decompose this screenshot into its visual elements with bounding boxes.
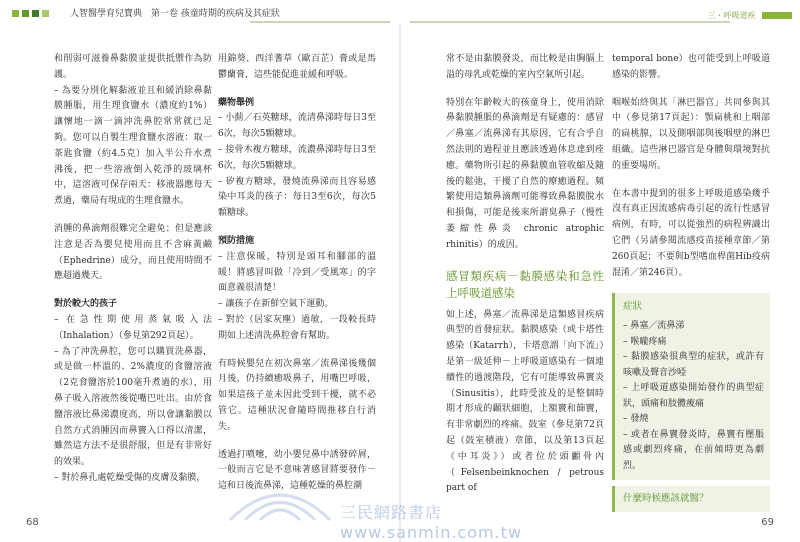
header-rule-left: [250, 21, 390, 23]
header-square: [32, 10, 39, 17]
symptom-item: – 發燒: [623, 414, 649, 425]
list-item: – 矽複方糖球，發燒流鼻涕而且容易感染中耳炎的孩子：每日3至6次，每次5顆糖球。: [218, 176, 376, 219]
when-to-see-doctor-box: [612, 486, 770, 512]
symptom-item: – 喉嚨疼痛: [623, 336, 667, 347]
list-item: – 為要分別化解黏液並且和緩消除鼻黏膜腫脹，用生理食鹽水（濃度約1%）讓懷地一滴一滴沖洗鼻腔常常就已足夠。您可以自製生理食鹽水溶液：取一茶匙食鹽（約4.5克）加入半公升水煮沸後，把一些溶液倒入乾淨的玻璃杯中，這溶液可保存兩天：移液器應每天煮過，藥局有現成的生理食鹽水。: [54, 85, 212, 207]
book-gutter: [399, 24, 401, 542]
paragraph: 咽喉始終與其「淋巴器官」共同參與其中（參見第17頁起）：顎扁桃和上咽部的扁桃腺，以及側咽部與後咽壁的淋巴組織。這些淋巴器官是身體與環境對抗的重要場所。: [612, 97, 770, 171]
paragraph: 透過打噴嚏，幼小嬰兒鼻中誘發碎屑，一般而言它是不意味著感冒將要發作－這和日後流鼻涕，這種乾燥的鼻腔潮: [218, 449, 376, 492]
subheading: 預防措施: [218, 235, 255, 246]
header-square: [12, 10, 19, 17]
left-page-column-1: [54, 52, 212, 487]
chapter-label-text: 三・呼吸道疾: [707, 11, 756, 20]
chapter-label: [707, 10, 792, 21]
subheading: 藥物舉例: [218, 97, 255, 108]
list-item: – 對於鼻孔處乾燥受傷的皮膚及黏膜，: [54, 472, 206, 483]
paragraph: 消腫的鼻滴劑很難完全避免；但是應該注意是否為嬰兒使用而且不含麻黃鹼（Ephedrine）成分，而且使用時間不應超過幾天。: [54, 223, 212, 282]
paragraph: 有時候嬰兒在初次鼻塞／流鼻涕後幾個月後，仍持續癒吸鼻子，用嘴巴呼吸，如果這孩子並未因此受到干擾，就不必管它。這種狀況會隨時間推移自行消失。: [218, 358, 376, 432]
subheading: 對於較大的孩子: [54, 299, 118, 310]
left-page-column-2: [218, 52, 376, 495]
right-page-column-2: [612, 52, 770, 512]
symptom-item: – 黏膜感染很典型的症狀，或許有咳嗽及聲音沙啞: [623, 352, 764, 378]
paragraph: 在本書中提到的很多上呼吸道感染幾乎沒有真正因流感病毒引起的流行性感冒病例，有時，可以從強烈的病程辨識出它們（另請參閱流感疫苗接種章節／第260頁起；不要與b型嗜血桿菌Hib疫病混淆／第246頁）。: [612, 188, 770, 278]
paragraph: 常不是由黏膜發炎，而比較是由胸膈上溢的母乳或乾燥的室內空氣所引起。: [446, 54, 604, 80]
symptoms-box: [612, 293, 770, 480]
header-rule-right: [410, 21, 730, 23]
when-to-see-doctor-label: 什麼時候應該就醫？: [623, 493, 709, 505]
symptom-item: – 或者在鼻竇發炎時，鼻竇有壓脹感或劇烈疼痛，在前傾時更為劇烈。: [623, 429, 764, 471]
watermark-text: 三民網路書店 www.sanmin.com.tw: [340, 503, 523, 542]
right-page-column-1: [446, 52, 604, 497]
book-title: 人智醫學育兒寶典 第一卷 孩童時期的疾病及其症狀: [70, 9, 280, 19]
list-item: – 在急性期使用蒸氣吸入法（Inhalation）（參見第292頁起）。: [54, 314, 212, 341]
list-item: – 對於（居家灰塵）過敏，一段較長時期如上述清洗鼻腔會有幫助。: [218, 314, 376, 341]
list-item: – 注意保暖，特別是頭耳和腳部的溫暖！將感冒叫做「冷到／受風寒」的字面意義很清楚！: [218, 251, 376, 294]
paragraph: 用錦葵、西洋蓍草（歐百芷）膏或是馬鬱蘭膏，這些能促進並緩和呼吸。: [218, 54, 376, 80]
list-item: – 讓孩子在新鮮空氣下運動。: [218, 299, 334, 310]
header-square: [22, 10, 29, 17]
header-squares: [12, 10, 49, 17]
symptom-item: – 上呼吸道感染開始發作的典型症狀，頭痛和肢體痠痛: [623, 383, 764, 409]
list-item: – 為了沖洗鼻腔，您可以購買洗鼻器，或是做一杯溫的、2%濃度的食鹽溶液（2克食鹽溶於100毫升煮過的水），用鼻子吸入溶液然後從嘴巴吐出。由於食鹽溶液比鼻涕濃度高，所以會讓黏膜以自然方式消腫因而鼻竇入口得以清潔，雖然這方法不是很舒服，但是有非常好的效果。: [54, 346, 212, 468]
list-item: – 接骨木複方糖球，流濃鼻涕時每日3至6次，每次5顆糖球。: [218, 144, 376, 171]
paragraph: temporal bone）也可能受到上呼吸道感染的影響。: [612, 54, 770, 80]
paragraph: 如上述，鼻塞／流鼻涕是這類感冒疾病典型的首發症狀。黏膜感染（或卡塔性感染（Katarrh），卡塔意謂「向下流」）是第一級延伸－上呼吸道感染有一個連續性的過渡階段，它有可能導致鼻竇炎（Sinusitis），此時受波及的是整個時期才形成的顳狀細胞，上額竇和篩竇，有非常劇烈的疼痛。鼓室（參見第72頁起（鼓室積液）章節，以及第13頁起《中耳炎》）或者位於頭顱骨內（Felsenbeinknochen / petrous part of: [446, 309, 604, 494]
chapter-tab: [762, 12, 792, 19]
section-title: 感冒類疾病－黏膜感染和急性上呼吸道感染: [446, 268, 604, 300]
symptoms-heading: 症狀: [623, 301, 643, 313]
header-square: [42, 10, 49, 17]
page-number-right: 69: [761, 517, 774, 528]
page-number-left: 68: [26, 517, 39, 528]
paragraph: 和削弱可滋養鼻黏膜並提供抵禦作為防護。: [54, 54, 212, 80]
symptom-item: – 鼻塞／流鼻涕: [623, 321, 685, 332]
list-item: – 小薊／石英糖球，流清鼻涕時每日3至6次，每次5顆糖球。: [218, 113, 376, 140]
paragraph: 特別在年齡較大的孩童身上，使用消除鼻黏膜腫脹的鼻滴劑是有疑慮的：感冒／鼻塞／流鼻涕有其原因，它有合乎自然法則的過程並且應該透過休息達到痊癒。藥物所引起的鼻黏膜血管收縮及隨後的鬆弛，干擾了自然的療癒過程。頻繁使用這類鼻滴劑可能導致鼻黏膜脫水和損傷，可能是後來所謂臭鼻子（慢性萎縮性鼻炎 chronic atrophic rhinitis）的成因。: [446, 97, 604, 250]
